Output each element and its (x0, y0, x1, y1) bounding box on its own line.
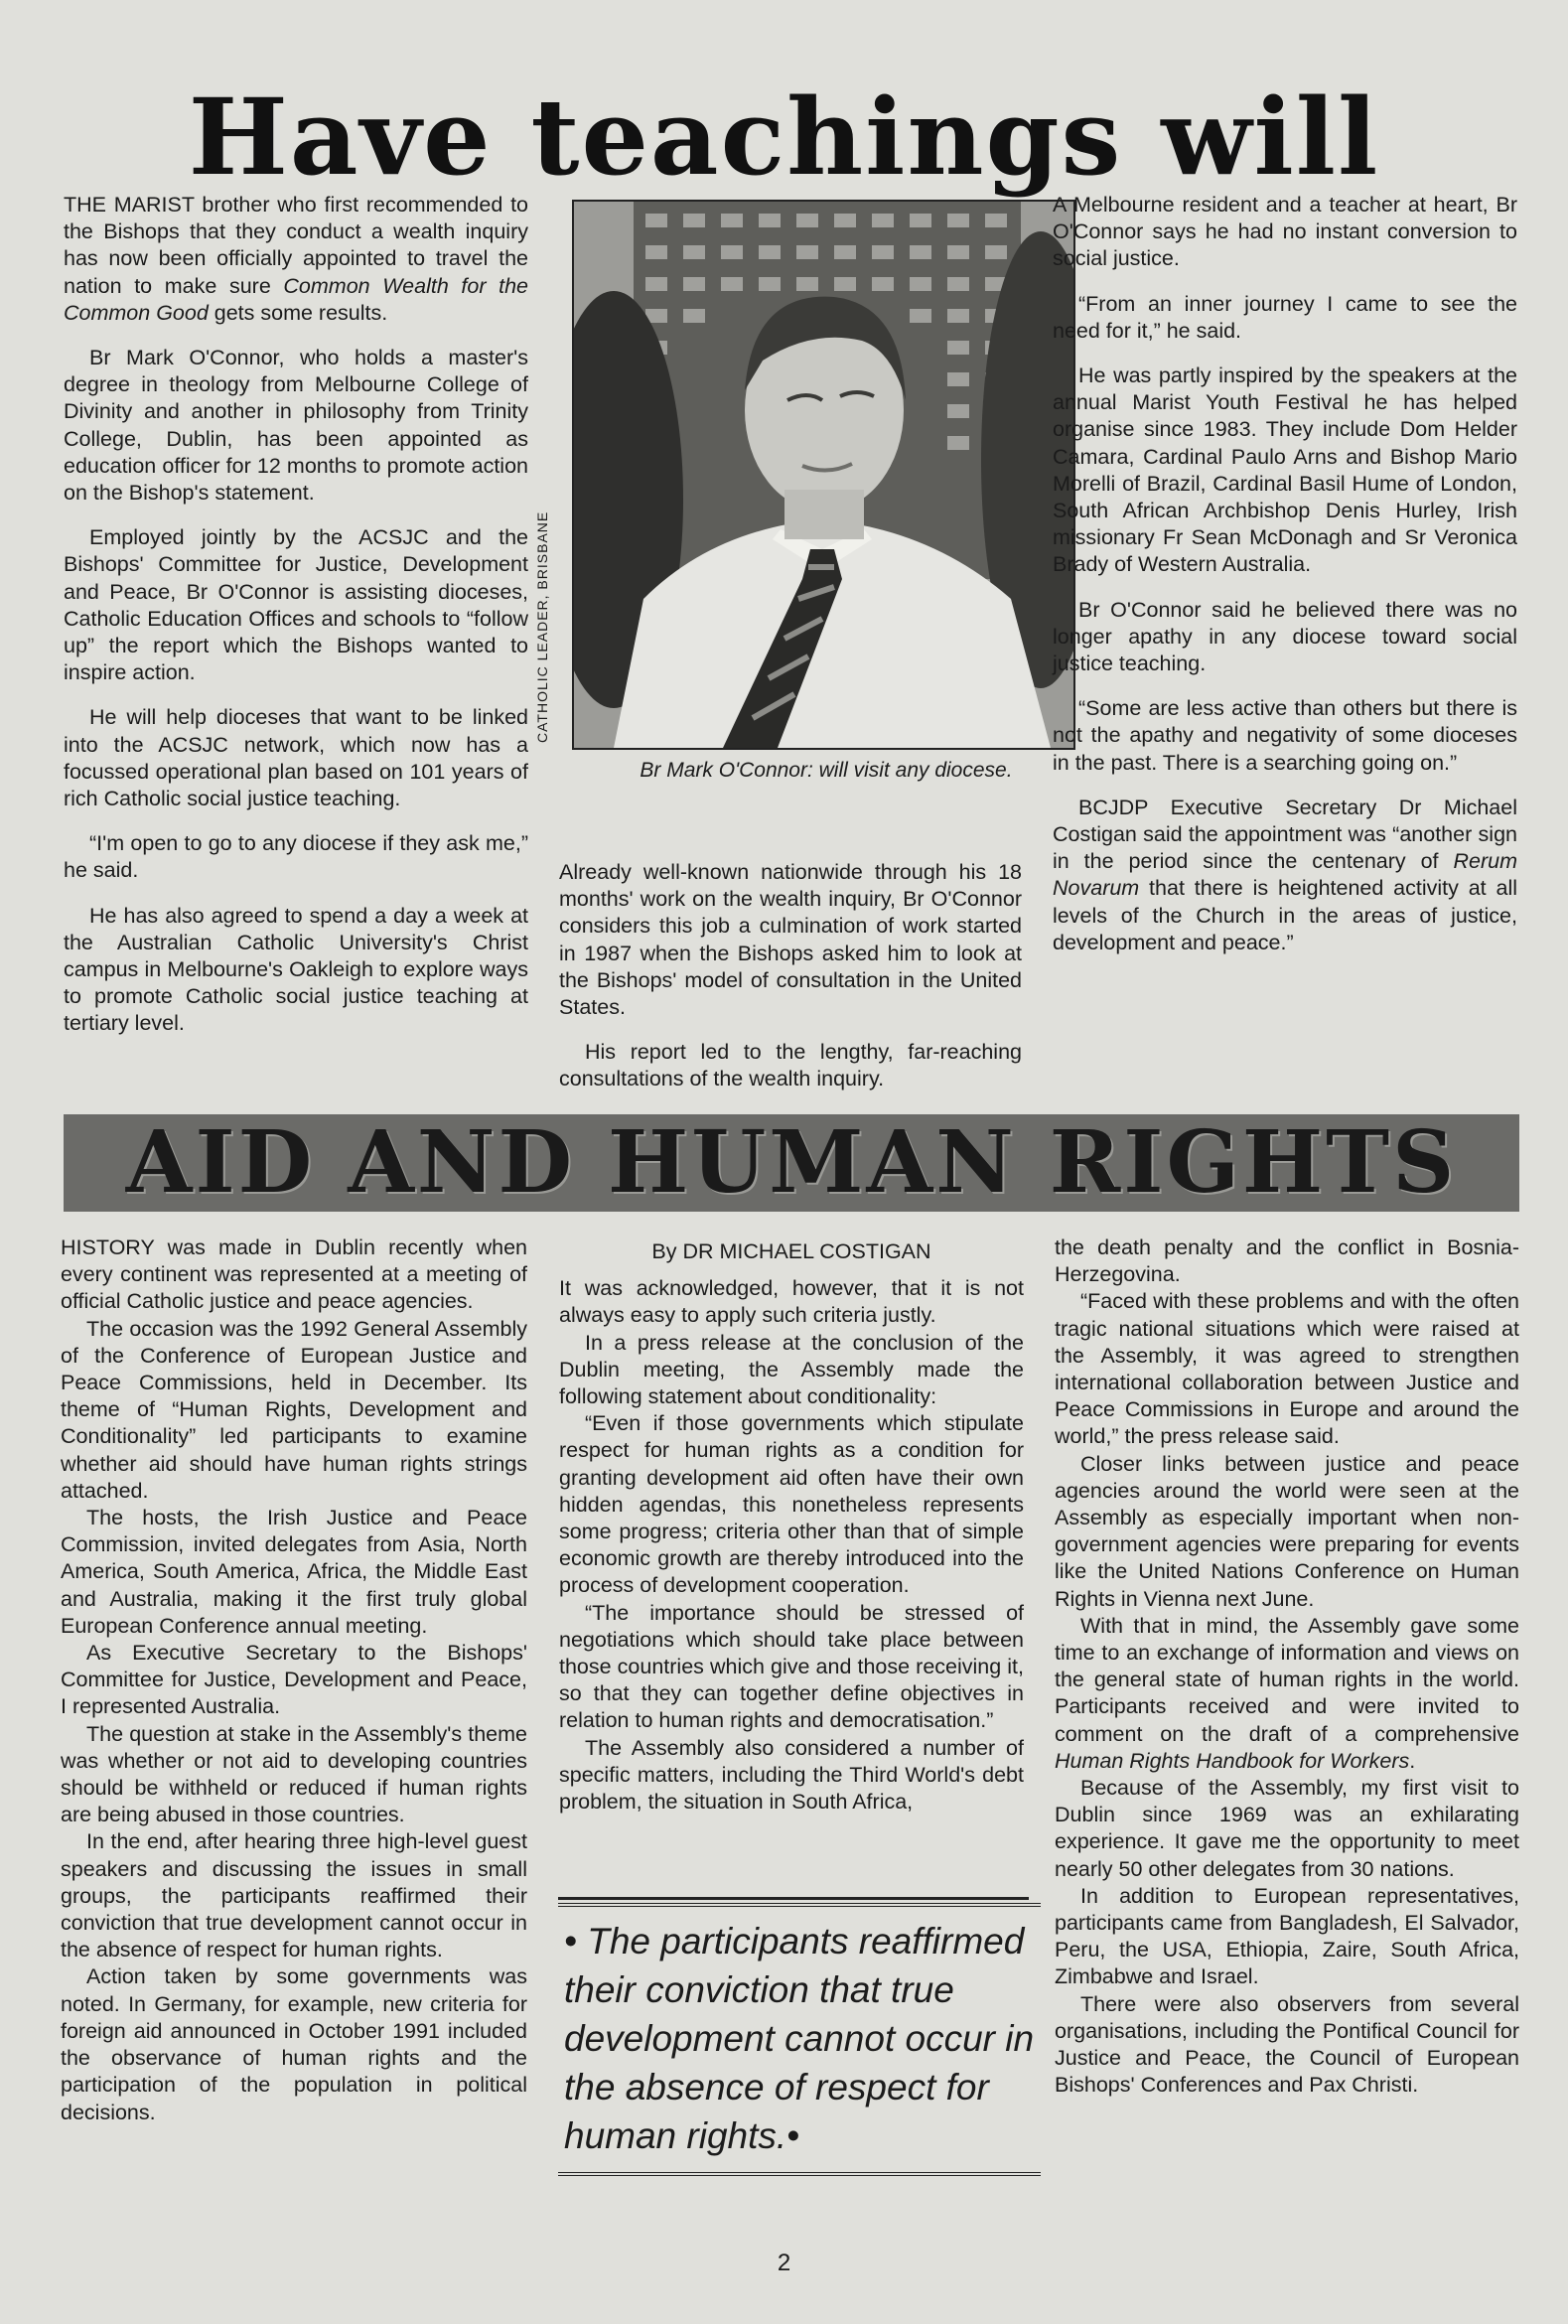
paragraph: In the end, after hearing three high-level guest speakers and discussing the issues in small groups, the participants reaffirmed their conviction that true development cannot occur in the absence of respect for human rights. (61, 1829, 527, 1962)
paragraph: It was acknowledged, however, that it is not always easy to apply such criteria justly. (559, 1276, 1024, 1328)
paragraph: HISTORY was made in Dublin recently when every continent was represented at a meeting of official Catholic justice and peace agencies. (61, 1235, 527, 1314)
photo-caption: Br Mark O'Connor: will visit any diocese. (640, 759, 1013, 782)
paragraph: Because of the Assembly, my first visit to Dublin since 1969 was an exhilarating experience. It gave me the opportunity to meet nearly 50 other delegates from 30 nations. (1055, 1776, 1519, 1881)
article1-column-1 (64, 192, 528, 1056)
paragraph: The hosts, the Irish Justice and Peace Commission, invited delegates from Asia, North America, South America, Africa, the Middle East and Australia, making it the first truly global European Conference annual meeting. (61, 1506, 527, 1638)
paragraph: Already well-known nationwide through his 18 months' work on the wealth inquiry, Br O'Connor considers this job a culmination of work started in 1987 when the Bishops asked him to look at the Bishops' model of consultation in the United States. (559, 860, 1022, 1020)
paragraph: Br Mark O'Connor, who holds a master's degree in theology from Melbourne College of Divinity and another in philosophy from Trinity College, Dublin, has been appointed as education officer for 12 months to promote action on the Bishop's statement. (64, 346, 528, 506)
page-number: 2 (777, 2250, 791, 2276)
paragraph: Br O'Connor said he believed there was no longer apathy in any diocese toward social justice teaching. (1053, 597, 1517, 676)
article2-column-3 (1055, 1235, 1519, 2100)
paragraph: THE MARIST brother who first recommended to the Bishops that they conduct a wealth inquiry has now been officially appointed to travel the nation to make sure Common Wealth for the Common Good gets some results. (64, 193, 528, 325)
paragraph: BCJDP Executive Secretary Dr Michael Costigan said the appointment was “another sign in the period since the centenary of Rerum Novarum that there is heightened activity at all levels of the Church in the areas of justice, development and peace.” (1053, 795, 1517, 954)
paragraph: As Executive Secretary to the Bishops' Committee for Justice, Development and Peace, I represented Australia. (61, 1641, 527, 1719)
paragraph: “Faced with these problems and with the often tragic national situations which were raised at the Assembly, it was agreed to strengthen international collaboration between Justice and Peace Commissions in Europe and around the world,” the press release said. (1055, 1289, 1519, 1449)
portrait-photo (572, 200, 1075, 750)
byline: By DR MICHAEL COSTIGAN (651, 1239, 931, 1263)
paragraph: He will help dioceses that want to be linked into the ACSJC network, which now has a focussed operational plan based on 101 years of rich Catholic social justice teaching. (64, 705, 528, 811)
article2-column-2-wrap (559, 1238, 1024, 1816)
article2-column-2 (559, 1275, 1024, 1816)
paragraph: With that in mind, the Assembly gave some time to an exchange of information and views on the general state of human rights in the world. Participants received and were invited to comment on the draft of a comprehensive Human Rights Handbook for Workers. (1055, 1613, 1519, 1773)
headline: Have teachings will (188, 74, 1380, 199)
paragraph: Employed jointly by the ACSJC and the Bishops' Committee for Justice, Development and Peace, Br O'Connor is assisting dioceses, Catholic Education Offices and schools to “follow up” the report which the Bishops wanted to inspire action. (64, 525, 528, 685)
paragraph: He was partly inspired by the speakers at the annual Marist Youth Festival he has helped organise since 1983. They include Dom Helder Camara, Cardinal Paulo Arns and Bishop Mario Morelli of Brazil, Cardinal Basil Hume of London, South African Archbishop Denis Hurley, Irish missionary Fr Sean McDonagh and Sr Veronica Brady of Western Australia. (1053, 363, 1517, 577)
paragraph: “Even if those governments which stipulate respect for human rights as a condition for granting development aid often have their own hidden agendas, this nonetheless represents some progress; criteria other than that of simple economic growth are thereby introduced into the process of development cooperation. (559, 1411, 1024, 1598)
paragraph: Closer links between justice and peace agencies around the world were seen at the Assembly as especially important when non-government agencies were preparing for events like the United Nations Conference on Human Rights in Vienna next June. (1055, 1451, 1519, 1611)
paragraph: His report led to the lengthy, far-reaching consultations of the wealth inquiry. (559, 1040, 1022, 1091)
paragraph: “The importance should be stressed of negotiations which should take place between those countries which give and those receiving it, so that they can together define objectives in relation to human rights and democratisation.” (559, 1600, 1024, 1733)
paragraph: The question at stake in the Assembly's theme was whether or not aid to developing countries should be withheld or reduced if human rights are being abused in those countries. (61, 1721, 527, 1827)
paragraph: The occasion was the 1992 General Assembly of the Conference of European Justice and Peace Commissions, held in December. Its theme of “Human Rights, Development and Conditionality” led participants to examine whether aid should have human rights strings attached. (61, 1316, 527, 1503)
paragraph: “I'm open to go to any diocese if they ask me,” he said. (64, 831, 528, 883)
article1-column-3 (1053, 192, 1517, 974)
paragraph: the death penalty and the conflict in Bosnia-Herzegovina. (1055, 1235, 1519, 1287)
paragraph: A Melbourne resident and a teacher at heart, Br O'Connor says he had no instant conversion to social justice. (1053, 193, 1517, 271)
section-banner (64, 1114, 1519, 1212)
photo-credit: CATHOLIC LEADER, BRISBANE (534, 510, 550, 743)
paragraph: “From an inner journey I came to see the need for it,” he said. (1053, 291, 1517, 343)
paragraph: He has also agreed to spend a day a week at the Australian Catholic University's Christ campus in Melbourne's Oakleigh to explore ways to promote Catholic social justice teaching at tertiary level. (64, 903, 528, 1036)
paragraph: In addition to European representatives, participants came from Bangladesh, El Salvador, Peru, the USA, Ethiopia, Zaire, South Africa, Zimbabwe and Israel. (1055, 1883, 1519, 1989)
paragraph: “Some are less active than others but there is not the apathy and negativity of some dioceses in the past. There is a searching going on.” (1053, 696, 1517, 775)
paragraph: The Assembly also considered a number of specific matters, including the Third World's debt problem, the situation in South Africa, (559, 1735, 1024, 1815)
pullquote: • The participants reaffirmed their conviction that true development cannot occur in the absence of respect for human rights.• (558, 1903, 1041, 2176)
paragraph: Action taken by some governments was noted. In Germany, for example, new criteria for foreign aid announced in October 1991 included the observance of human rights and the participation of the population in political decisions. (61, 1964, 527, 2124)
paragraph: There were also observers from several organisations, including the Pontifical Council for Justice and Peace, the Council of European Bishops' Conferences and Pax Christi. (1055, 1991, 1519, 2098)
pullquote-top-rule (558, 1897, 1029, 1900)
article2-column-1 (61, 1235, 527, 2126)
section-banner-title: AID AND HUMAN RIGHTS (125, 1114, 1458, 1212)
article1-column-2 (559, 859, 1022, 1111)
paragraph: In a press release at the conclusion of the Dublin meeting, the Assembly made the following statement about conditionality: (559, 1330, 1024, 1409)
